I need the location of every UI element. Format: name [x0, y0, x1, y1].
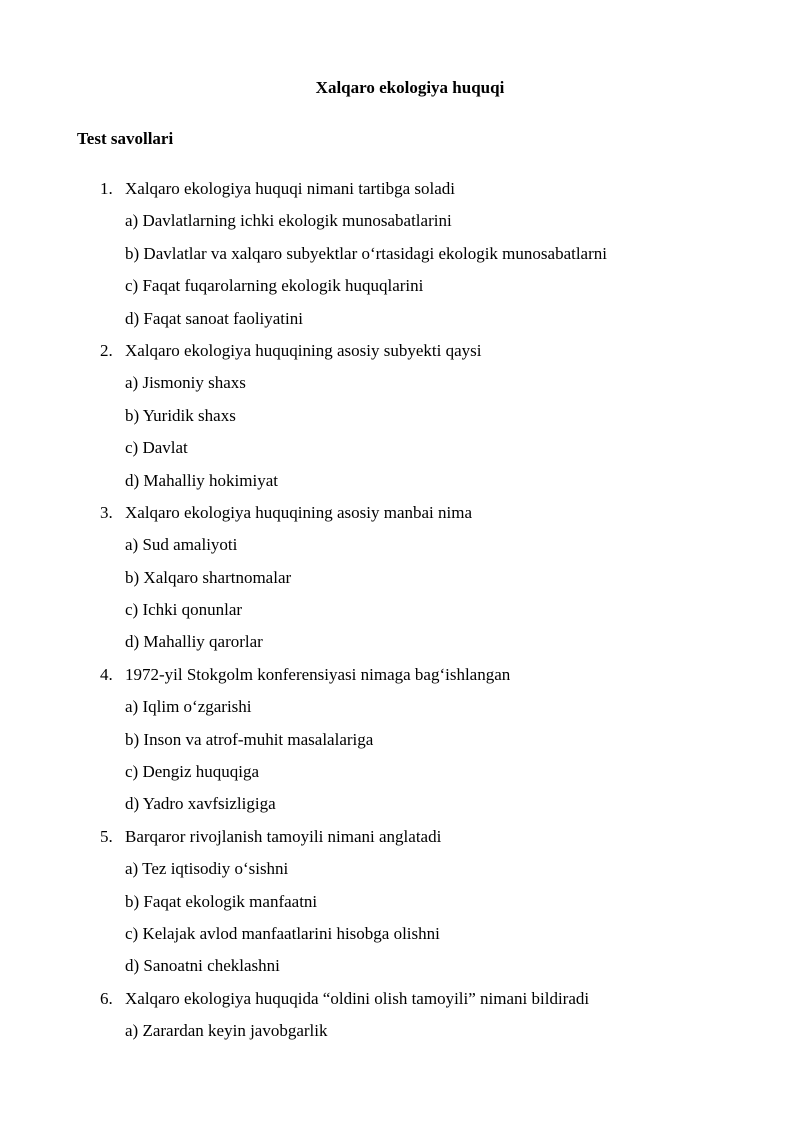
question-number: 3. [100, 502, 113, 522]
question-number: 2. [100, 340, 113, 360]
question-item [0, 178, 800, 210]
question-item [0, 502, 800, 534]
section-heading: Test savollari [77, 129, 174, 148]
answer-option-text: b) Inson va atrof-muhit masalalariga [125, 729, 374, 749]
question-number: 4. [100, 664, 113, 684]
answer-option [0, 696, 800, 728]
question-text: Barqaror rivojlanish tamoyili nimani anglatadi [125, 826, 442, 846]
question-list [0, 178, 800, 1053]
answer-option [0, 534, 800, 566]
answer-option-text: c) Kelajak avlod manfaatlarini hisobga olishni [125, 923, 440, 943]
answer-option [0, 308, 800, 340]
answer-option [0, 1020, 800, 1052]
answer-option [0, 372, 800, 404]
question-number: 6. [100, 988, 113, 1008]
answer-option-text: d) Mahalliy hokimiyat [125, 470, 278, 490]
answer-option-text: b) Davlatlar va xalqaro subyektlar o‘rtasidagi ekologik munosabatlarni [125, 243, 607, 263]
answer-option-text: a) Jismoniy shaxs [125, 373, 246, 393]
answer-option-text: a) Davlatlarning ichki ekologik munosabatlarini [125, 211, 452, 231]
answer-option [0, 793, 800, 825]
answer-option-text: c) Faqat fuqarolarning ekologik huquqlarini [125, 276, 424, 296]
answer-option-text: b) Xalqaro shartnomalar [125, 567, 292, 587]
answer-option [0, 729, 800, 761]
answer-option-text: a) Tez iqtisodiy o‘sishni [125, 859, 289, 879]
answer-option-text: d) Yadro xavfsizligiga [125, 794, 276, 814]
question-item [0, 664, 800, 696]
answer-option [0, 275, 800, 307]
question-text: 1972-yil Stokgolm konferensiyasi nimaga bag‘ishlangan [125, 664, 511, 684]
answer-option [0, 405, 800, 437]
question-item [0, 988, 800, 1020]
answer-option-text: d) Sanoatni cheklashni [125, 956, 280, 976]
answer-option [0, 470, 800, 502]
answer-option [0, 567, 800, 599]
answer-option [0, 243, 800, 275]
answer-option-text: c) Davlat [125, 438, 188, 458]
answer-option [0, 891, 800, 923]
document-title: Xalqaro ekologiya huquqi [315, 78, 505, 97]
answer-option [0, 599, 800, 631]
question-text: Xalqaro ekologiya huquqining asosiy subyekti qaysi [125, 340, 482, 360]
answer-option [0, 858, 800, 890]
answer-option-text: d) Faqat sanoat faoliyatini [125, 308, 303, 328]
answer-option-text: d) Mahalliy qarorlar [125, 632, 263, 652]
question-number: 1. [100, 179, 113, 198]
answer-option-text: b) Yuridik shaxs [125, 405, 236, 425]
question-item [0, 340, 800, 372]
answer-option-text: c) Dengiz huquqiga [125, 762, 260, 782]
answer-option-text: a) Iqlim o‘zgarishi [125, 697, 252, 717]
answer-option-text: a) Zarardan keyin javobgarlik [125, 1021, 328, 1041]
answer-option-text: b) Faqat ekologik manfaatni [125, 891, 318, 911]
answer-option [0, 955, 800, 987]
question-number: 5. [100, 826, 113, 846]
question-item [0, 826, 800, 858]
answer-option-text: a) Sud amaliyoti [125, 535, 238, 555]
answer-option [0, 437, 800, 469]
question-text: Xalqaro ekologiya huquqining asosiy manbai nima [125, 502, 473, 522]
answer-option [0, 631, 800, 663]
answer-option [0, 761, 800, 793]
answer-option-text: c) Ichki qonunlar [125, 600, 243, 620]
question-text: Xalqaro ekologiya huquqi nimani tartibga soladi [125, 179, 456, 198]
answer-option [0, 923, 800, 955]
answer-option [0, 210, 800, 242]
question-text: Xalqaro ekologiya huquqida “oldini olish tamoyili” nimani bildiradi [125, 988, 590, 1008]
